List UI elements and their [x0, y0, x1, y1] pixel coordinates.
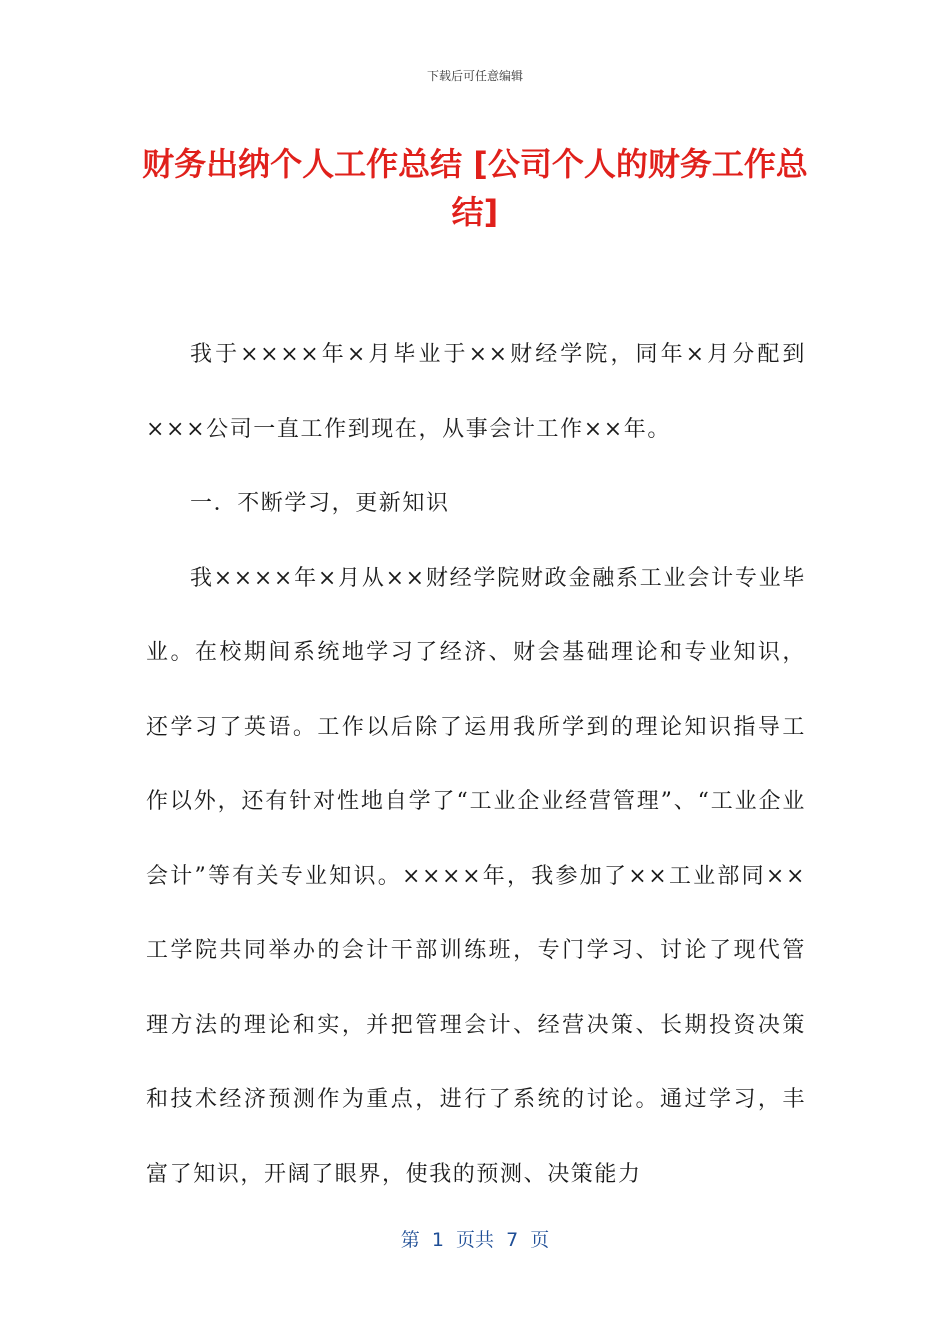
- page-number: 第 1 页共 7 页: [400, 1229, 550, 1251]
- paragraph-intro: 我于××××年×月毕业于××财经学院，同年×月分配到×××公司一直工作到现在，从事会计工作××年。: [146, 342, 806, 442]
- section-heading: 一．不断学习，更新知识: [190, 491, 450, 516]
- paragraph-study: 我××××年×月从××财经学院财政金融系工业会计专业毕业。在校期间系统地学习了经济、财会基础理论和专业知识，还学习了英语。工作以后除了运用我所学到的理论知识指导工作以外，还有针对性地自学了“工业企业经营管理”、“工业企业会计”等有关专业知识。××××年，我参加了××工业部同××工学院共同举办的会计干部训练班，专门学习、讨论了现代管理方法的理论和实，并把管理会计、经营决策、长期投资决策和技术经济预测作为重点，进行了系统的讨论。通过学习，丰富了知识，开阔了眼界，使我的预测、决策能力: [146, 565, 806, 1187]
- header-note: 下载后可任意编辑: [426, 69, 523, 83]
- document-body: [146, 318, 806, 1212]
- document-title: 财务出纳个人工作总结 [公司个人的财务工作总结]: [142, 145, 808, 231]
